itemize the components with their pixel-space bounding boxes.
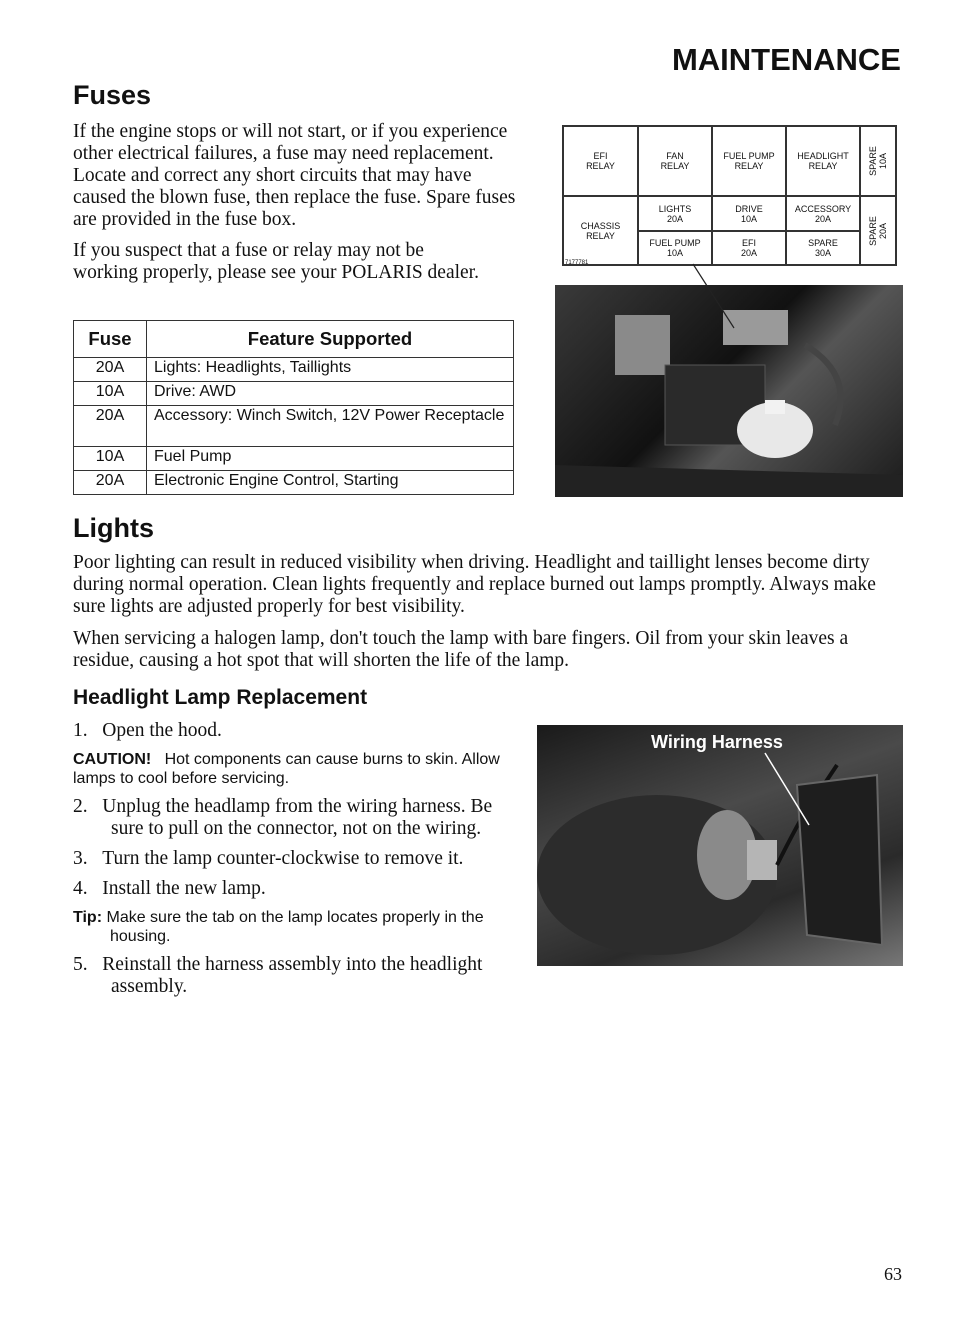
table-cell-feature: Accessory: Winch Switch, 12V Power Receptacle bbox=[147, 406, 514, 447]
tip-note bbox=[73, 908, 513, 946]
tip-label: Tip: bbox=[73, 909, 103, 926]
fuse-cell-spare-20a-label: SPARE 20A bbox=[868, 215, 888, 246]
page-number: 63 bbox=[884, 1264, 902, 1284]
lights-paragraph-2: When servicing a halogen lamp, don't touch the lamp with bare fingers. Oil from your skin leaves a residue, causing a hot spot that will shorten the life of the lamp. bbox=[73, 628, 849, 671]
tip-text: Make sure the tab on the lamp locates properly in the housing. bbox=[106, 909, 484, 945]
fuse-cell-headlight-relay: HEADLIGHT RELAY bbox=[786, 126, 860, 196]
fuse-cell-fan-relay: FAN RELAY bbox=[638, 126, 712, 196]
lights-paragraph-1: Poor lighting can result in reduced visibility when driving. Headlight and taillight lenses become dirty during normal operation. Clean lights frequently and replace burned out lamps promptly. Always make sure lights are adjusted properly for best visibility. bbox=[73, 552, 876, 617]
table-row bbox=[74, 382, 514, 406]
step-3: 3. Turn the lamp counter-clockwise to remove it. bbox=[73, 848, 464, 869]
table-row bbox=[74, 471, 514, 495]
fuse-cell-fuel-pump-10a: FUEL PUMP 10A bbox=[638, 231, 712, 265]
instructions-list bbox=[73, 720, 513, 998]
fuse-table bbox=[73, 320, 514, 495]
step-5: 5. Reinstall the harness assembly into the headlight assembly. bbox=[73, 954, 483, 997]
headlight-subheading: Headlight Lamp Replacement bbox=[73, 686, 368, 709]
fuses-paragraph-2: If you suspect that a fuse or relay may not be working properly, please see your POLARIS dealer. bbox=[73, 240, 479, 283]
table-cell-fuse: 10A bbox=[74, 382, 147, 406]
table-cell-fuse: 20A bbox=[74, 358, 147, 382]
headlight-illustration bbox=[537, 725, 903, 966]
table-cell-feature: Fuel Pump bbox=[147, 447, 514, 471]
fuse-cell-spare-20a bbox=[860, 196, 896, 265]
table-header-feature: Feature Supported bbox=[147, 321, 514, 358]
diagram-part-number: 7177781 bbox=[565, 260, 589, 266]
fuses-paragraph-1: If the engine stops or will not start, or if you experience other electrical failures, a fuse may need replacement. Locate and correct any short circuits that may have caused the blown fuse, then replace the fuse. Spare fuses are provided in the fuse box. bbox=[73, 121, 516, 230]
fuse-cell-accessory-20a: ACCESSORY 20A bbox=[786, 196, 860, 231]
fuse-cell-efi-relay: EFI RELAY bbox=[563, 126, 638, 196]
fuse-cell-drive-10a: DRIVE 10A bbox=[712, 196, 786, 231]
table-cell-feature: Drive: AWD bbox=[147, 382, 514, 406]
step-2: 2. Unplug the headlamp from the wiring harness. Be sure to pull on the connector, not on the wiring. bbox=[73, 796, 493, 839]
table-header-fuse: Fuse bbox=[74, 321, 147, 358]
fuses-heading: Fuses bbox=[73, 80, 152, 110]
section-header: MAINTENANCE bbox=[671, 42, 901, 77]
table-cell-feature: Electronic Engine Control, Starting bbox=[147, 471, 514, 495]
fuse-box-diagram bbox=[562, 125, 897, 266]
fuse-cell-efi-20a: EFI 20A bbox=[712, 231, 786, 265]
table-row bbox=[74, 358, 514, 382]
diagram-leader-line bbox=[690, 262, 740, 332]
table-row bbox=[74, 447, 514, 471]
table-header-row bbox=[74, 321, 514, 358]
table-cell-fuse: 10A bbox=[74, 447, 147, 471]
step-1: 1. Open the hood. bbox=[73, 720, 222, 741]
wiring-harness-label: Wiring Harness bbox=[651, 732, 783, 752]
fuse-cell-spare-10a-label: SPARE 10A bbox=[868, 146, 888, 176]
fuse-cell-spare-30a: SPARE 30A bbox=[786, 231, 860, 265]
table-row bbox=[74, 406, 514, 447]
step-4: 4. Install the new lamp. bbox=[73, 878, 266, 899]
table-cell-fuse: 20A bbox=[74, 406, 147, 447]
lights-heading: Lights bbox=[73, 513, 154, 543]
caution-text: Hot components can cause burns to skin. Allow lamps to cool before servicing. bbox=[73, 751, 500, 787]
fuse-cell-chassis-relay: CHASSIS RELAY bbox=[563, 196, 638, 265]
headlight-photo bbox=[537, 725, 903, 966]
fuse-cell-fuel-pump-relay: FUEL PUMP RELAY bbox=[712, 126, 786, 196]
caution-label: CAUTION! bbox=[73, 751, 152, 768]
table-cell-feature: Lights: Headlights, Taillights bbox=[147, 358, 514, 382]
fuse-cell-spare-10a bbox=[860, 126, 896, 196]
caution-note bbox=[73, 750, 513, 788]
table-cell-fuse: 20A bbox=[74, 471, 147, 495]
fuse-cell-lights-20a: LIGHTS 20A bbox=[638, 196, 712, 231]
